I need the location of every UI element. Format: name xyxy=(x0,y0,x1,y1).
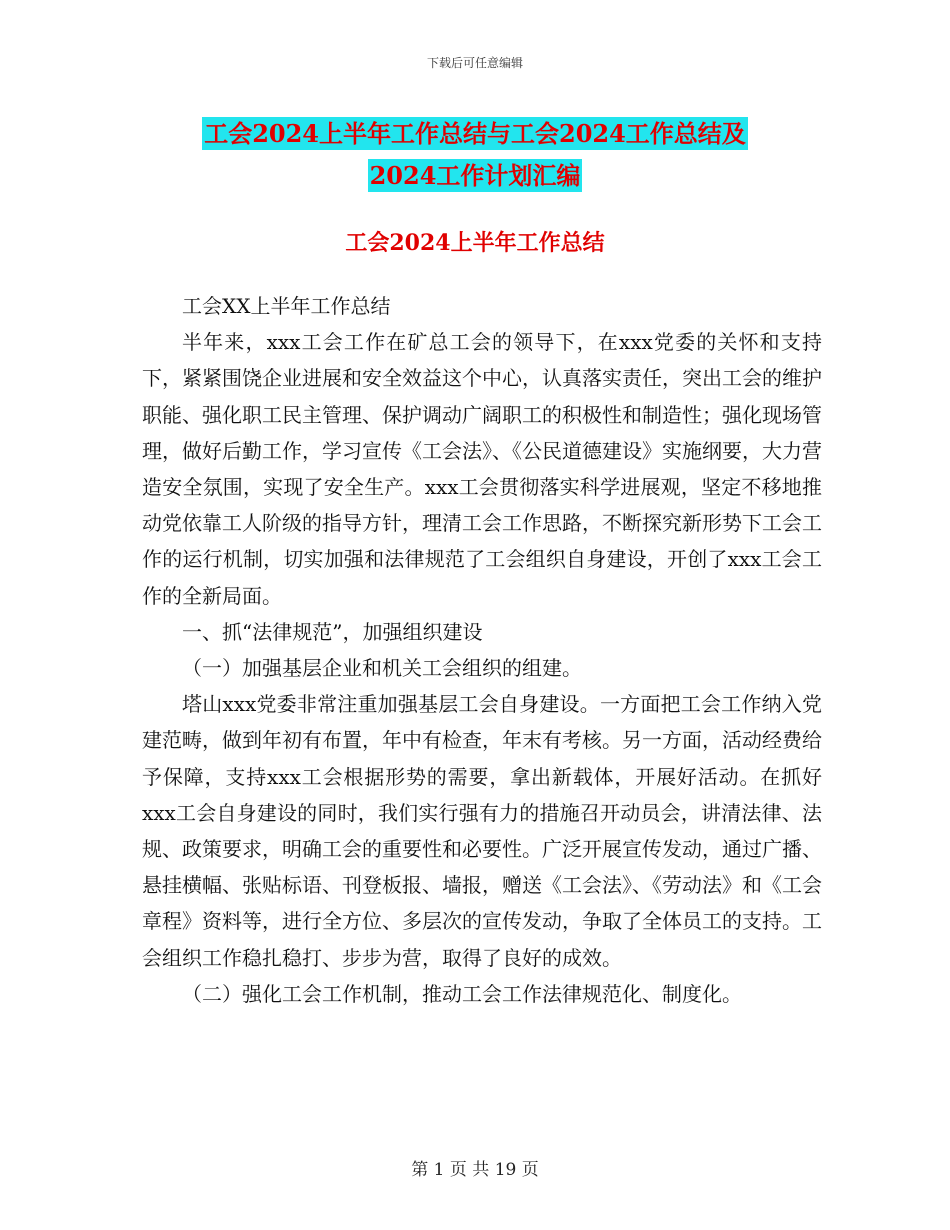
page-number-footer: 第 1 页 共 19 页 xyxy=(411,1160,539,1180)
document-title-highlight-1: 工会2024上半年工作总结与工会2024工作总结及 xyxy=(204,119,746,148)
document-title-highlight-2: 2024工作计划汇编 xyxy=(369,161,581,190)
section-title: 工会2024上半年工作总结 xyxy=(345,230,605,256)
paragraph-intro: 半年来，xxx工会工作在矿总工会的领导下，在xxx党委的关怀和支持下，紧紧围饶企业进展和安全效益这个中心，认真落实责任，突出工会的维护职能、强化职工民主管理、保护调动广阔职工的积极性和制造性；强化现场管理，做好后勤工作，学习宣传《工会法》、《公民道德建设》实施纲要，大力营造安全氛围，实现了安全生产。xxx工会贯彻落实科学进展观，坚定不移地推动党依靠工人阶级的指导方针，理清工会工作思路，不断探究新形势下工会工作的运行机制，切实加强和法律规范了工会组织自身建设，开创了xxx工会工作的全新局面。 xyxy=(142,330,822,608)
document-title-line-1 xyxy=(0,114,950,149)
document-body xyxy=(142,288,822,1012)
paragraph-subtitle: 工会XX上半年工作总结 xyxy=(182,294,391,318)
heading-subsection-1: （一）加强基层企业和机关工会组织的组建。 xyxy=(182,656,582,681)
page-header-note: 下载后可任意编辑 xyxy=(426,56,523,70)
heading-section-1: 一、抓“法律规范”，加强组织建设 xyxy=(182,619,483,644)
heading-subsection-2: （二）强化工会工作机制，推动工会工作法律规范化、制度化。 xyxy=(182,981,742,1006)
document-title-line-2 xyxy=(0,156,950,191)
paragraph-subsection-1: 塔山xxx党委非常注重加强基层工会自身建设。一方面把工会工作纳入党建范畴，做到年初有布置，年中有检查，年末有考核。另一方面，活动经费给予保障，支持xxx工会根据形势的需要，拿出新载体，开展好活动。在抓好xxx工会自身建设的同时，我们实行强有力的措施召开动员会，讲清法律、法规、政策要求，明确工会的重要性和必要性。广泛开展宣传发动，通过广播、悬挂横幅、张贴标语、刊登板报、墙报，赠送《工会法》、《劳动法》和《工会章程》资料等，进行全方位、多层次的宣传发动，争取了全体员工的支持。工会组织工作稳扎稳打、步步为营，取得了良好的成效。 xyxy=(142,692,822,970)
